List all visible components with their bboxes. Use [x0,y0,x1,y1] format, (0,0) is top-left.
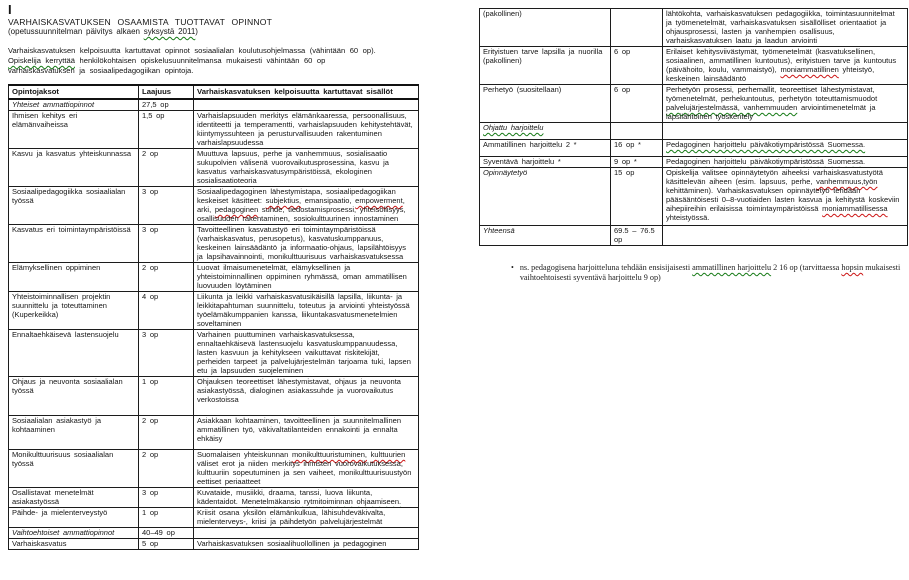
credits-cell: 16 op * [611,140,663,157]
course-name-cell: (pakollinen) [480,9,611,47]
credits-cell: 40–49 op [139,528,194,539]
content-cell: Erilaiset kehitysviivästymät, työmenetelmät (kasvatuksellinen, sosiaalinen, ammatillinen kuntoutus), erityistuen tarve ja kuntoutus (päivähoito, koulu, vammaistyö), moniammatillinen yhteistyö, keskeinen lainsäädäntö [663,47,908,85]
column-header: Varhaiskasvatuksen kelpoisuutta kartuttavat sisällöt [194,85,419,99]
table-row [480,140,908,157]
table-row [9,263,419,292]
table-row [9,539,419,550]
content-cell: Muuttuva lapsuus, perhe ja vanhemmuus, sosialisaatio sukupolvien välisenä vuorovaikutusprosessina, kasvu ja kasvatus varhaiskasvatusympäristöissä, ekologinen sosialisaatioteoria [194,149,419,187]
course-name-cell: Vaihtoehtoiset ammattiopinnot [9,528,139,539]
table-row [9,330,419,377]
table-row [9,416,419,450]
credits-cell: 1 op [139,508,194,528]
grammar-marked-text: Opiskelija kerryttää [8,56,75,65]
table-row [480,157,908,168]
course-name-cell: Erityistuen tarve lapsilla ja nuorilla (pakollinen) [480,47,611,85]
table-row [9,187,419,225]
content-cell: Luovat ilmaisumenetelmät, elämyksellinen ja yhteistoiminnallinen oppiminen ryhmässä, oman ammatillisen luovuuden löytäminen [194,263,419,292]
spellcheck-marked-text: moniammatillinen [780,65,839,74]
course-name-cell: Ammatillinen harjoittelu 2 * [480,140,611,157]
course-name-cell: Ohjaus ja neuvonta sosiaalialan työssä [9,377,139,416]
section-number-mark: I [8,2,13,17]
content-cell: Sosiaalipedagoginen lähestymistapa, sosiaalipedagogiikan keskeiset käsitteet: subjektius, emansipaatio, empowerment, arki, pedagoginen suhde, tiedostamisprosessi, yhteisöllisyys, osallisuuden rakentaminen, sosiokulttuurinen innostaminen [194,187,419,225]
content-cell: Liikunta ja leikki varhaiskasvatusikäisillä lapsilla, liikunta- ja leikkitapahtuman suunnittelu, toteutus ja arviointi yhteistyössä työelämäkumppanien kanssa, liikuntakasvatusmenetelmien soveltaminen [194,292,419,330]
document-page-left [8,4,418,550]
column-header: Opintojaksot [9,85,139,99]
content-cell [663,123,908,140]
spellcheck-marked-text: subjektius, [265,196,302,205]
document-title: VARHAISKASVATUKSEN OSAAMISTA TUOTTAVAT OPINNOT [8,17,273,27]
content-cell [194,528,419,539]
content-cell [663,157,908,168]
course-name-cell: Monikulttuurisuus sosiaalialan työssä [9,450,139,488]
spellcheck-marked-text: hopsin [841,263,864,272]
credits-cell: 5 op [139,539,194,550]
course-name-cell: Päihde- ja mielenterveystyö [9,508,139,528]
table-row [480,47,908,85]
credits-cell: 27,5 op [139,99,194,111]
intro-paragraph: Varhaiskasvatuksen kelpoisuutta kartuttavat opinnot sosiaalialan koulutusohjelmassa (vähintään 60 op). Opiskelija kerryttää henkilökohtaisen opiskelusuunnitelmansa mukaisesti vähintään 60 op varhaiskasvatuksen ja sosiaalipedagogiikan opintoja. [8,46,376,75]
spellcheck-marked-text: moniammatillisessa [822,204,888,213]
content-cell: Varhaiskasvatuksen sosiaalihuollollinen ja pedagoginen [194,539,419,550]
content-cell: Perhetyön prosessi, perhemallit, teoreettiset lähestymistavat, työmenetelmät, perhekuntoutus, perhetyön toteuttamismuodot palvelujärjestelmässä, vanhemmuuden arviointimenetelmät ja lapsilähtöinen työskentely [663,85,908,123]
grammar-marked-text: syksystä 2011 [143,27,196,36]
credits-cell: 15 op [611,168,663,226]
grammar-marked-text: ammatillinen harjoittelu [692,263,772,272]
document-subtitle: (opetussuunnitelman päivitys alkaen syksystä 2011) [8,27,198,36]
course-name-cell: Yhteiset ammattiopinnot [9,99,139,111]
course-name-cell [480,123,611,140]
bullet-glyph: • [511,263,514,272]
content-cell: Ohjauksen teoreettiset lähestymistavat, ohjaus ja neuvonta asiakastyössä, dialoginen asiakassuhde ja vuorovaikutus verkostoissa [194,377,419,416]
table-row [480,168,908,226]
credits-cell [611,9,663,47]
credits-cell [611,123,663,140]
table-row [9,111,419,149]
course-name-cell: Ennaltaehkäisevä lastensuojelu [9,330,139,377]
credits-cell: 2 op [139,450,194,488]
content-cell: Tavoitteellinen kasvatustyö eri toimintaympäristöissä (varhaiskasvatus, perusopetus), kasvatuskumppanuus, keskeinen lainsäädäntö ja informaatio-ohjaus, lapsilähtöisyys ja lapsihavainnointi, monikulttuurisuus varhaiskasvatuksessa [194,225,419,263]
grammar-marked-text: Pedagoginen harjoittelu päiväkotiympäristössä Suomessa. [666,157,866,166]
course-name-cell: Kasvatus eri toimintaympäristöissä [9,225,139,263]
content-cell: Asiakkaan kohtaaminen, tavoitteellinen ja suunnitelmallinen ammatillinen työ, väkivaltatilanteiden ennakointi ja ennalta ehkäisy [194,416,419,450]
course-name-cell: Yhteensä [480,226,611,246]
credits-cell: 6 op [611,85,663,123]
credits-cell: 2 op [139,416,194,450]
grammar-marked-text: Ohjattu harjoittelu [483,123,544,132]
table-row [9,99,419,111]
credits-cell: 69.5 – 76.5 op [611,226,663,246]
course-name-cell: Ihmisen kehitys eri elämänvaiheissa [9,111,139,149]
credits-cell: 2 op [139,149,194,187]
content-cell: Kriisit osana yksilön elämänkulkua, lähisuhdeväkivalta, mielenterveys-, kriisi ja päihdetyön palvelujärjestelmät [194,508,419,528]
content-cell [663,140,908,157]
table-row [9,149,419,187]
course-name-cell: Sosiaalipedagogiikka sosiaalialan työssä [9,187,139,225]
credits-cell: 6 op [611,47,663,85]
footnote [479,263,901,283]
spellcheck-marked-text: kulttuurien [370,450,406,459]
table-row [480,9,908,47]
course-name-cell: Sosiaalialan asiakastyö ja kohtaaminen [9,416,139,450]
grammar-marked-text: Pedagoginen harjoittelu päiväkotiympäristössä Suomessa. [666,140,866,149]
content-cell [194,99,419,111]
grammar-marked-text: palvelujärjestelmässä, vanhemmuuden [666,103,798,112]
credits-cell: 9 op * [611,157,663,168]
credits-cell: 1,5 op [139,111,194,149]
table-row [9,377,419,416]
credits-cell: 2 op [139,263,194,292]
course-name-cell: Varhaiskasvatus [9,539,139,550]
credits-cell: 3 op [139,225,194,263]
credits-cell: 3 op [139,330,194,377]
curriculum-table-left [8,84,419,550]
column-header: Laajuus [139,85,194,99]
content-cell [663,226,908,246]
curriculum-table-right [479,8,908,246]
spellcheck-marked-text: vanhemmuus,työn [816,177,878,186]
table-row [9,528,419,539]
credits-cell: 4 op [139,292,194,330]
course-name-cell: Syventävä harjoittelu * [480,157,611,168]
spellcheck-marked-text: pedagoginen [214,205,259,214]
content-cell: Kuvataide, musiikki, draama, tanssi, luova liikunta, kädentaidot. Menetelmäkansio rytmitoiminnan ohjaamiseen. [194,488,419,508]
content-cell: Varhainen puuttuminen varhaiskasvatuksessa, ennaltaehkäisevä lastensuojelu kasvatuskumppanuudessa, lasten kasvuun ja kehitykseen vaikuttavat riskitekijät, perheiden tarpeet ja palvelujärjestelmän tarjoama tuki, lapsen etu ja lapsuuden suojeleminen [194,330,419,377]
course-name-cell: Opinnäytetyö [480,168,611,226]
content-cell: Opiskelija valitsee opinnäytetyön aiheeksi varhaiskasvatustyötä käsittelevän aiheen (esim. lapsuus, perhe, vanhemmuus,työn kehittäminen). Varhaiskasvatuksen opinnäytetyö tehdään pääsääntöisesti 0–8-vuotiaiden lasten kasvua ja kehitystä koskeviin aihepiireihin erilaisissa toimintaympäristöissä moniammatillisessa yhteistyössä. [663,168,908,226]
course-name-cell: Osallistavat menetelmät asiakastyössä [9,488,139,508]
content-cell: lähtökohta, varhaiskasvatuksen pedagogiikka, toimintasuunnitelmat ja työmenetelmät, varhaiskasvatuksen sisällölliset orientaatiot ja ohjausprosessi, lasten ja vanhempien osallisuus, varhaiskasvatuksen laatu ja laadun arviointi [663,9,908,47]
table-row [480,85,908,123]
credits-cell: 1 op [139,377,194,416]
table-row [9,508,419,528]
table-header-row [9,85,419,99]
course-name-cell: Elämyksellinen oppiminen [9,263,139,292]
content-cell: Suomalaisen yhteiskunnan monikulttuuristuminen, kulttuurien väliset erot ja niiden merkitys ihmisten vuorovaikutuksessa, kulttuuriin sopeutuminen ja sen vaiheet, monikulttuurisuustyön eettiset periaatteet [194,450,419,488]
table-row [480,226,908,246]
spellcheck-marked-text: monikulttuuristuminen, [291,450,367,459]
course-name-cell: Yhteistoiminnallisen projektin suunnittelu ja toteuttaminen (Kuperkeikka) [9,292,139,330]
table-row [9,488,419,508]
course-name-cell: Kasvu ja kasvatus yhteiskunnassa [9,149,139,187]
course-name-cell: Perhetyö (suositellaan) [480,85,611,123]
table-row [480,123,908,140]
grammar-marked-text: Menetelmäkansio rytmitoiminnan ohjaamiseen. [241,497,402,506]
credits-cell: 3 op [139,488,194,508]
footnote-text: ns. pedagogisena harjoitteluna tehdään ensisijaisesti ammatillinen harjoittelu 2 16 op (tarvittaessa hopsin mukaisesti vaihtoehtoisesti syventävä harjoittelu 9 op) [519,263,901,282]
table-row [9,450,419,488]
document-page-right [479,8,907,283]
spellcheck-marked-text: empowerment [355,196,403,205]
table-row [9,292,419,330]
credits-cell: 3 op [139,187,194,225]
content-cell: Varhaislapsuuden merkitys elämänkaaressa, persoonallisuus, identiteetti ja temperamentti, varhaislapsuuden kehitystehtävät, kiintymyssuhteen ja perusturvallisuuden rakentuminen varhaislapsuudessa [194,111,419,149]
table-row [9,225,419,263]
